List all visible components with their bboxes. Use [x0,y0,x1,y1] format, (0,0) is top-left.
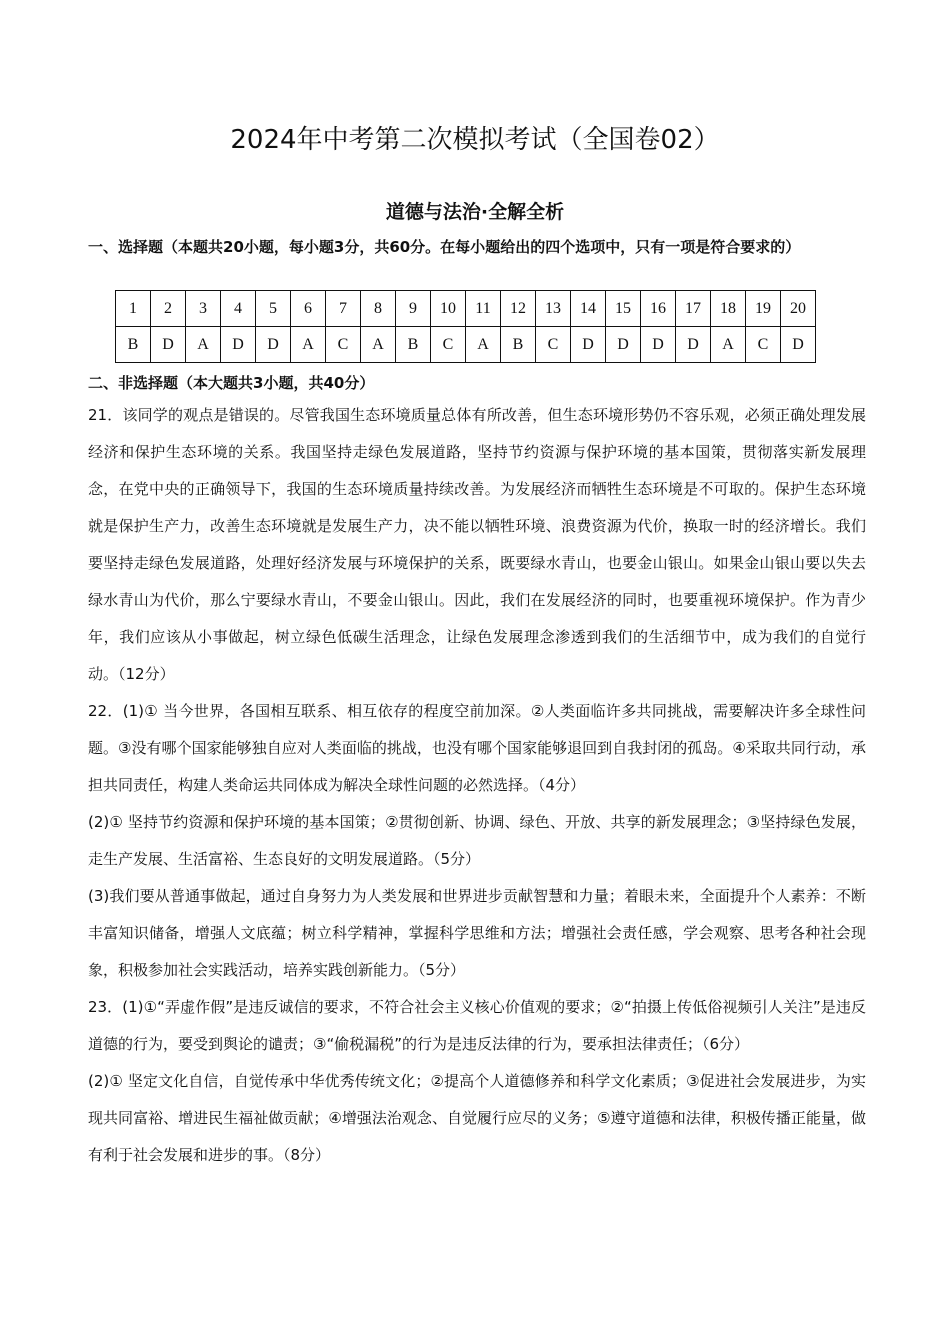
answer-cell: B [116,327,151,363]
page-title: 2024年中考第二次模拟考试（全国卷02） [230,125,720,155]
question-number: 9 [396,291,431,327]
answer-22-2: (2)① 坚持节约资源和保护环境的基本国策；②贯彻创新、协调、绿色、开放、共享的新发展理念；③坚持绿色发展，走生产发展、生活富裕、生态良好的文明发展道路。（5分） [88,813,866,868]
answer-22-1: 22．(1)① 当今世界，各国相互联系、相互依存的程度空前加深。②人类面临许多共同挑战，需要解决许多全球性问题。③没有哪个国家能够独自应对人类面临的挑战，也没有哪个国家能够退回到自我封闭的孤岛。④采取共同行动，承担共同责任，构建人类命运共同体成为解决全球性问题的必然选择。（4分） [88,702,866,794]
question-number: 18 [711,291,746,327]
answer-cell: D [781,327,816,363]
question-number: 6 [291,291,326,327]
question-number: 8 [361,291,396,327]
question-number: 2 [151,291,186,327]
answer-cell: A [466,327,501,363]
section2-heading: 二、非选择题（本大题共3小题，共40分） [88,374,375,392]
page-subtitle: 道德与法治·全解全析 [385,201,565,223]
answer-cell: D [221,327,256,363]
answer-cell: A [291,327,326,363]
question-number: 19 [746,291,781,327]
section1-heading: 一、选择题（本题共20小题，每小题3分，共60分。在每小题给出的四个选项中，只有一项是符合要求的） [88,238,801,256]
answer-23-2: (2)① 坚定文化自信，自觉传承中华优秀传统文化；②提高个人道德修养和科学文化素质；③促进社会发展进步，为实现共同富裕、增进民生福祉做贡献；④增强法治观念、自觉履行应尽的义务；⑤遵守道德和法律，积极传播正能量，做有利于社会发展和进步的事。（8分） [88,1072,866,1164]
answer-cell: A [186,327,221,363]
answer-cell: C [431,327,466,363]
answer-cell: B [501,327,536,363]
question-number: 10 [431,291,466,327]
question-number: 15 [606,291,641,327]
question-number: 4 [221,291,256,327]
answer-table-answer-row [116,327,816,363]
question-number: 12 [501,291,536,327]
answer-cell: D [571,327,606,363]
answer-21: 21．该同学的观点是错误的。尽管我国生态环境质量总体有所改善，但生态环境形势仍不容乐观，必须正确处理发展经济和保护生态环境的关系。我国坚持走绿色发展道路，坚持节约资源与保护环境的基本国策，贯彻落实新发展理念，在党中央的正确领导下，我国的生态环境质量持续改善。为发展经济而牺牲生态环境是不可取的。保护生态环境就是保护生产力，改善生态环境就是发展生产力，决不能以牺牲环境、浪费资源为代价，换取一时的经济增长。我们要坚持走绿色发展道路，处理好经济发展与环境保护的关系，既要绿水青山，也要金山银山。如果金山银山要以失去绿水青山为代价，那么宁要绿水青山，不要金山银山。因此，我们在发展经济的同时，也要重视环境保护。作为青少年，我们应该从小事做起，树立绿色低碳生活理念，让绿色发展理念渗透到我们的生活细节中，成为我们的自觉行动。（12分） [88,406,866,683]
answer-cell: A [711,327,746,363]
answer-23-1: 23．(1)①“弄虚作假”是违反诚信的要求，不符合社会主义核心价值观的要求；②“拍摄上传低俗视频引人关注”是违反道德的行为，要受到舆论的谴责；③“偷税漏税”的行为是违反法律的行为，要承担法律责任；（6分） [88,998,866,1053]
answer-cell: A [361,327,396,363]
question-number: 5 [256,291,291,327]
answer-body [88,397,866,1174]
question-number: 13 [536,291,571,327]
question-number: 17 [676,291,711,327]
answer-cell: B [396,327,431,363]
answer-cell: D [606,327,641,363]
answer-cell: C [326,327,361,363]
answer-cell: C [536,327,571,363]
answer-table [115,290,816,363]
question-number: 16 [641,291,676,327]
answer-cell: C [746,327,781,363]
answer-table-number-row [116,291,816,327]
answer-22-3: (3)我们要从普通事做起，通过自身努力为人类发展和世界进步贡献智慧和力量；着眼未来，全面提升个人素养：不断丰富知识储备，增强人文底蕴；树立科学精神，掌握科学思维和方法；增强社会责任感，学会观察、思考各种社会现象，积极参加社会实践活动，培养实践创新能力。（5分） [88,887,866,979]
answer-cell: D [676,327,711,363]
answer-cell: D [256,327,291,363]
question-number: 14 [571,291,606,327]
question-number: 20 [781,291,816,327]
question-number: 3 [186,291,221,327]
question-number: 1 [116,291,151,327]
answer-cell: D [641,327,676,363]
answer-cell: D [151,327,186,363]
question-number: 11 [466,291,501,327]
question-number: 7 [326,291,361,327]
